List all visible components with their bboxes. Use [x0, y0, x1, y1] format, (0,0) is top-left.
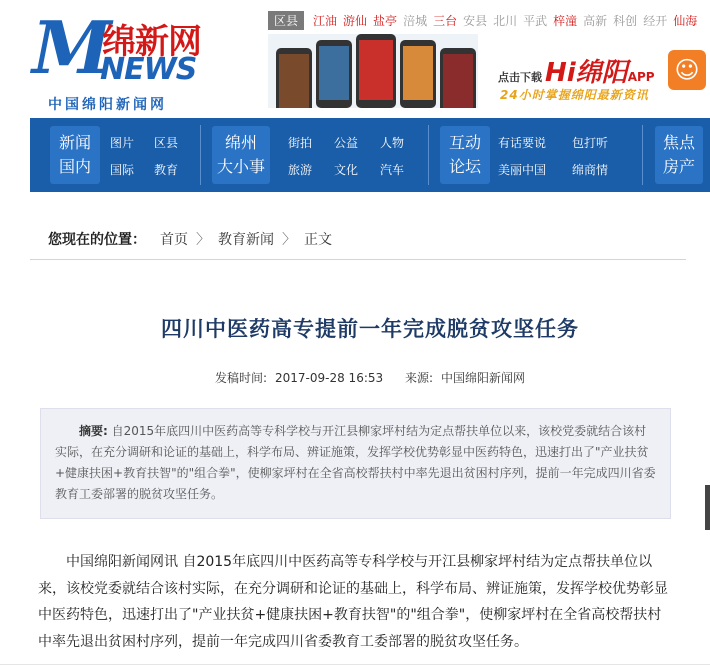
- nav-focus-box[interactable]: [655, 126, 703, 184]
- nav-link[interactable]: 人物: [380, 136, 405, 150]
- nav-link[interactable]: 旅游: [288, 163, 313, 177]
- site-logo[interactable]: [30, 5, 230, 113]
- district-link[interactable]: 安县: [463, 13, 488, 28]
- nav-link[interactable]: 文化: [334, 163, 359, 177]
- nav-mianzhou-box[interactable]: [212, 126, 270, 184]
- breadcrumb: [30, 218, 686, 260]
- nav-interact-box-line: 互动: [448, 133, 481, 152]
- breadcrumb-sep: 〉: [196, 231, 210, 248]
- district-link[interactable]: 游仙: [343, 13, 368, 28]
- logo-m: M: [32, 5, 112, 90]
- source-label: 来源:: [404, 371, 434, 385]
- publish-time: 2017-09-28 16:53: [275, 371, 384, 385]
- nav-link[interactable]: 汽车: [380, 163, 405, 177]
- district-link[interactable]: 北川: [493, 13, 518, 28]
- district-link[interactable]: 涪城: [403, 13, 428, 28]
- article-body: 中国绵阳新闻网讯 自2015年底四川中医药高等专科学校与开江县柳家坪村结为定点帮扶单位以来，该校党委就结合该村实际，在充分调研和论证的基础上，科学布局、辨证施策，发挥学校优势彰显中医药特色，迅速打出了"产业扶贫+健康扶困+教育扶智"的"组合拳"，使柳家坪村在全省高校帮扶村中率先退出贫困村序列，提前一年完成四川省委教育工委部署的脱贫攻坚任务。: [38, 554, 668, 650]
- source-name: 中国绵阳新闻网: [441, 371, 526, 385]
- time-label: 发稿时间:: [214, 371, 267, 385]
- nav-link[interactable]: 国际: [110, 163, 135, 177]
- nav-mianzhou-box-line: 大小事: [216, 157, 265, 176]
- district-link[interactable]: 江油: [313, 13, 338, 28]
- logo-cn: 绵新网: [102, 22, 201, 62]
- breadcrumb-home[interactable]: 首页: [160, 231, 188, 248]
- article-meta: [30, 369, 710, 386]
- nav-link[interactable]: 教育: [154, 163, 179, 177]
- breadcrumb-education[interactable]: 教育新闻: [218, 231, 274, 248]
- nav-divider: [642, 125, 643, 185]
- side-tab[interactable]: [705, 485, 710, 530]
- nav-divider: [428, 125, 429, 185]
- nav-interact-box[interactable]: [440, 126, 490, 184]
- nav-link[interactable]: 图片: [110, 136, 135, 150]
- app-banner[interactable]: [268, 34, 710, 108]
- app-name: [498, 52, 655, 89]
- logo-news: NEWS: [100, 52, 197, 87]
- nav-news-box-line: 国内: [58, 157, 91, 176]
- nav-mianzhou-box-line: 绵州: [224, 133, 257, 152]
- nav-divider: [200, 125, 201, 185]
- article-title: 四川中医药高专提前一年完成脱贫攻坚任务: [161, 317, 579, 341]
- breadcrumb-current: 正文: [304, 231, 332, 248]
- district-link[interactable]: 高新: [583, 13, 608, 28]
- nav-link[interactable]: 美丽中国: [498, 163, 547, 177]
- nav-focus-box-line: 焦点: [662, 133, 695, 152]
- district-link[interactable]: 三台: [433, 13, 458, 28]
- summary-label: 摘要:: [79, 424, 108, 438]
- shopping-bag-icon: ☺: [668, 50, 706, 90]
- divider: [0, 664, 710, 665]
- nav-link[interactable]: 街拍: [288, 136, 313, 150]
- district-link[interactable]: 盐亭: [373, 13, 398, 28]
- main-nav: [30, 118, 710, 192]
- breadcrumb-label: 您现在的位置：: [48, 231, 146, 248]
- article-summary: [40, 408, 671, 519]
- app-tagline: 24小时掌握绵阳最新资讯: [500, 88, 649, 102]
- district-links: [268, 10, 700, 30]
- phone-mockups: [268, 34, 478, 108]
- district-link[interactable]: 科创: [613, 13, 638, 28]
- download-text: 点击下载: [498, 71, 542, 84]
- nav-link[interactable]: 区县: [154, 136, 179, 150]
- app-title: Hi绵阳: [545, 58, 628, 88]
- nav-link[interactable]: 包打听: [572, 136, 609, 150]
- nav-link[interactable]: 绵商情: [572, 163, 609, 177]
- app-label: APP: [627, 70, 655, 84]
- district-link[interactable]: 经开: [643, 13, 668, 28]
- nav-link[interactable]: 公益: [334, 136, 359, 150]
- district-link[interactable]: 平武: [523, 13, 548, 28]
- logo-subtitle: 中国绵阳新闻网: [48, 97, 167, 113]
- district-label: 区县: [268, 11, 304, 30]
- nav-interact-box-line: 论坛: [448, 157, 481, 176]
- summary-text: 自2015年底四川中医药高等专科学校与开江县柳家坪村结为定点帮扶单位以来，该校党委就结合该村实际，在充分调研和论证的基础上，科学布局、辨证施策，发挥学校优势彰显中医药特色，迅速打出了"产业扶贫+健康扶困+教育扶智"的"组合拳"，使柳家坪村在全省高校帮扶村中率先退出贫困村序列，提前一年完成四川省委教育工委部署的脱贫攻坚任务。: [55, 424, 656, 501]
- nav-link[interactable]: 有话要说: [498, 136, 547, 150]
- district-link[interactable]: 梓潼: [553, 13, 578, 28]
- district-link[interactable]: 仙海: [673, 13, 698, 28]
- nav-news-box[interactable]: [50, 126, 100, 184]
- nav-news-box-line: 新闻: [58, 133, 91, 152]
- breadcrumb-sep: 〉: [282, 231, 296, 248]
- nav-focus-box-line: 房产: [662, 157, 695, 176]
